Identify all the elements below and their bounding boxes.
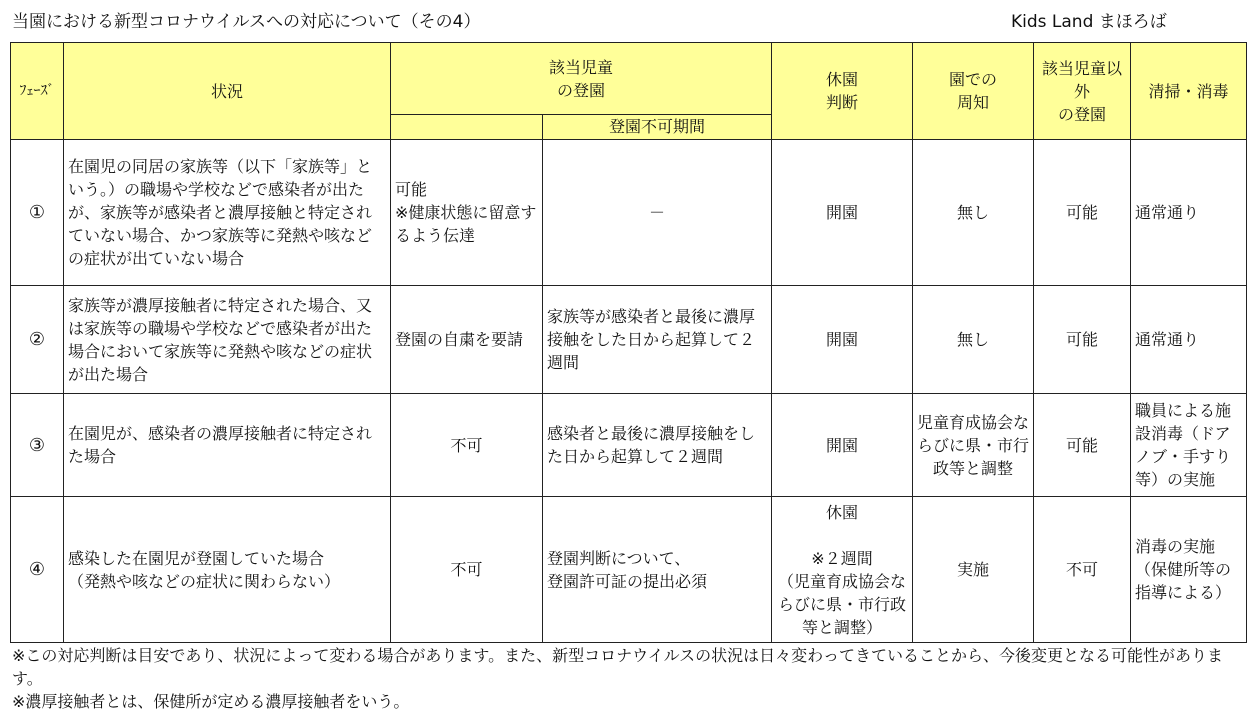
child-attendance-subheader-blank	[391, 115, 543, 140]
others-cell: 可能	[1034, 394, 1131, 497]
closure-cell: 開園	[772, 140, 913, 286]
no-attend-period-header: 登園不可期間	[543, 115, 772, 140]
attendance-cell: 不可	[391, 394, 543, 497]
notice-header: 園での 周知	[913, 43, 1034, 140]
attendance-cell: 不可	[391, 497, 543, 643]
notice-cell: 無し	[913, 286, 1034, 394]
phase-cell: ②	[11, 286, 64, 394]
situation-cell: 家族等が濃厚接触者に特定された場合、又は家族等の職場や学校などで感染者が出た場合において家族等に発熱や咳などの症状が出た場合	[64, 286, 391, 394]
notice-cell: 実施	[913, 497, 1034, 643]
phase-cell: ④	[11, 497, 64, 643]
response-table	[10, 42, 1247, 643]
others-attendance-header: 該当児童以 外 の登園	[1034, 43, 1131, 140]
situation-cell: 感染した在園児が登園していた場合 （発熱や咳などの症状に関わらない）	[64, 497, 391, 643]
cleaning-cell: 消毒の実施 （保健所等の指導による）	[1131, 497, 1247, 643]
table-row	[11, 394, 1247, 497]
situation-header: 状況	[64, 43, 391, 140]
table-row	[11, 497, 1247, 643]
phase-cell: ①	[11, 140, 64, 286]
notice-cell: 無し	[913, 140, 1034, 286]
closure-cell: 開園	[772, 394, 913, 497]
closure-cell: 開園	[772, 286, 913, 394]
attendance-cell: 可能 ※健康状態に留意するよう伝達	[391, 140, 543, 286]
situation-cell: 在園児の同居の家族等（以下「家族等」という。）の職場や学校などで感染者が出たが、家族等が感染者と濃厚接触と特定されていない場合、かつ家族等に発熱や咳などの症状が出ていない場合	[64, 140, 391, 286]
cleaning-cell: 職員による施設消毒（ドアノブ・手すり等）の実施	[1131, 394, 1247, 497]
cleaning-cell: 通常通り	[1131, 140, 1247, 286]
page-title: 当園における新型コロナウイルスへの対応について（その4）	[12, 12, 481, 32]
footnotes	[12, 644, 1244, 713]
period-cell: －	[543, 140, 772, 286]
closure-cell: 休園 ※２週間 （児童育成協会ならびに県・市行政等と調整）	[772, 497, 913, 643]
others-cell: 可能	[1034, 140, 1131, 286]
cleaning-cell: 通常通り	[1131, 286, 1247, 394]
closure-header: 休園 判断	[772, 43, 913, 140]
period-cell: 登園判断について、 登園許可証の提出必須	[543, 497, 772, 643]
attendance-cell: 登園の自粛を要請	[391, 286, 543, 394]
footnote: ※濃厚接触者とは、保健所が定める濃厚接触者をいう。	[12, 692, 410, 711]
others-cell: 不可	[1034, 497, 1131, 643]
organization-name: Kids Land まほろば	[1011, 12, 1167, 32]
footnote: ※この対応判断は目安であり、状況によって変わる場合があります。また、新型コロナウイルスの状況は日々変わってきていることから、今後変更となる可能性があります。	[12, 646, 1224, 688]
table-row	[11, 140, 1247, 286]
situation-cell: 在園児が、感染者の濃厚接触者に特定された場合	[64, 394, 391, 497]
others-cell: 可能	[1034, 286, 1131, 394]
cleaning-header: 清掃・消毒	[1131, 43, 1247, 140]
notice-cell: 児童育成協会ならびに県・市行政等と調整	[913, 394, 1034, 497]
table-row	[11, 286, 1247, 394]
child-attendance-header: 該当児童 の登園	[391, 43, 772, 115]
table-header-row	[11, 43, 1247, 115]
period-cell: 感染者と最後に濃厚接触をした日から起算して２週間	[543, 394, 772, 497]
period-cell: 家族等が感染者と最後に濃厚接触をした日から起算して２週間	[543, 286, 772, 394]
phase-header: ﾌｪｰｽﾞ	[11, 43, 64, 140]
phase-cell: ③	[11, 394, 64, 497]
